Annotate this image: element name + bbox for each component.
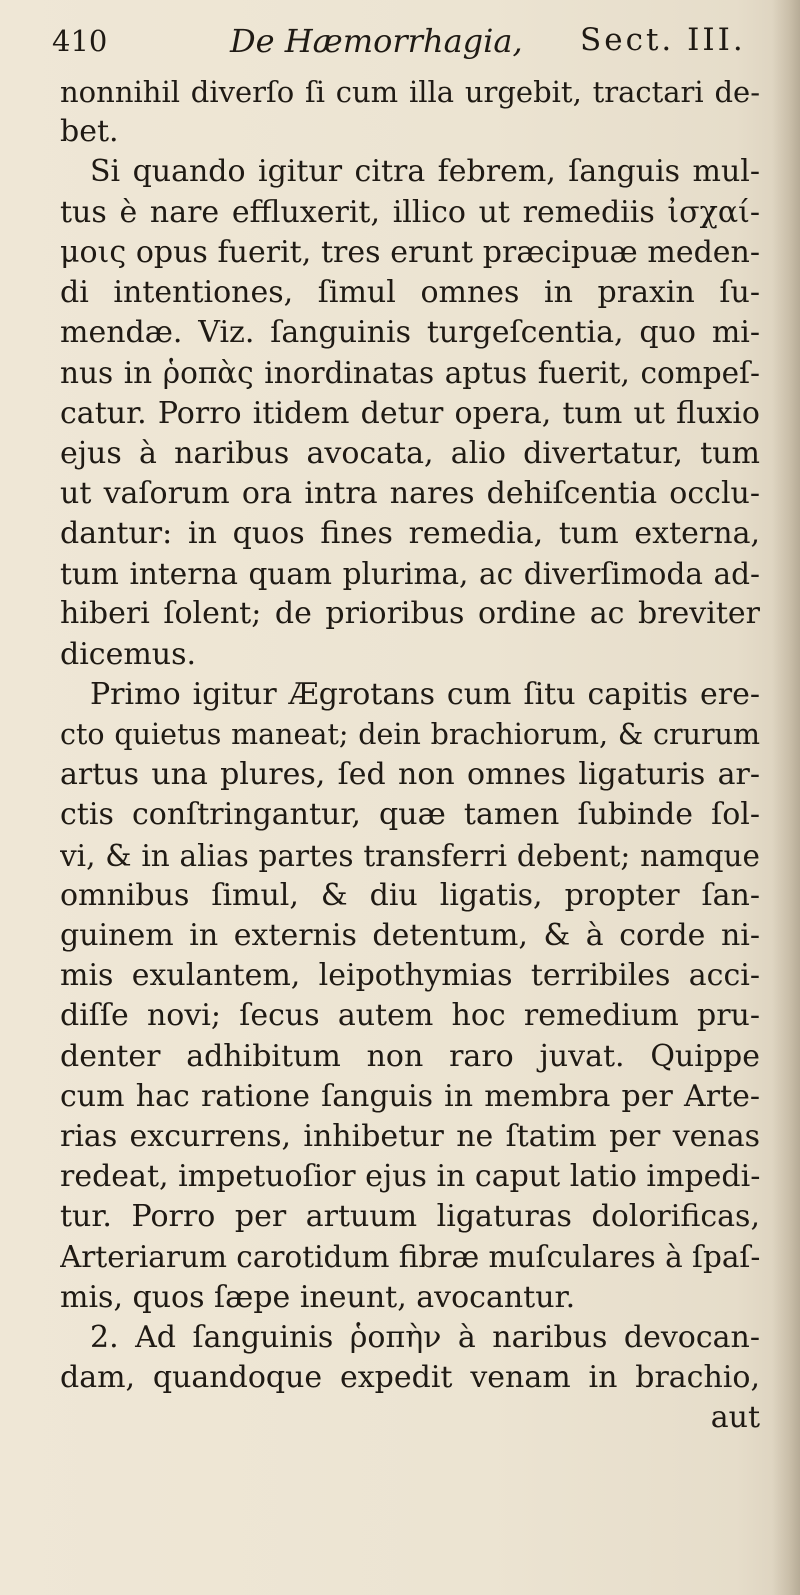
text-line: vi, & in alias partes transferri debent; namque: [60, 838, 760, 873]
text-line: artus una plures, ſed non omnes ligaturis ar-: [60, 757, 760, 793]
text-line: mis, quos ſæpe ineunt, avocantur.: [60, 1279, 576, 1315]
catchword: aut: [710, 1400, 760, 1436]
running-title: De Hæmorrhagia,: [230, 22, 523, 60]
running-head: [52, 14, 772, 66]
text-line: rias excurrens, inhibetur ne ſtatim per venas: [60, 1118, 760, 1154]
text-line: bet.: [60, 114, 119, 150]
text-line: ejus à naribus avocata, alio divertatur, tum: [60, 435, 760, 471]
text-line: di intentiones, ſimul omnes in praxin ſu-: [60, 274, 760, 310]
text-line: cto quietus maneat; dein brachiorum, & crurum: [60, 718, 760, 751]
text-line: hiberi ſolent; de prioribus ordine ac breviter: [60, 596, 760, 632]
text-line: catur. Porro itidem detur opera, tum ut fluxio: [60, 395, 760, 431]
page-number: 410: [52, 24, 108, 58]
text-line: tum interna quam plurima, ac diverſimoda ad-: [60, 557, 760, 592]
text-line: Arteriarum carotidum fibræ muſculares à ſpaſ-: [60, 1240, 760, 1275]
text-line: tus è nare effluxerit, illico ut remediis ἰσχαί-: [60, 194, 760, 230]
body-text: [60, 72, 760, 1438]
text-line: denter adhibitum non raro juvat. Quippe: [60, 1038, 760, 1074]
text-line: dam, quandoque expedit venam in brachio,: [60, 1360, 760, 1395]
text-line: omnibus ſimul, & diu ligatis, propter ſan-: [60, 877, 760, 913]
text-line: mis exulantem, leipothymias terribiles acci-: [60, 958, 760, 994]
text-line: ctis conſtringantur, quæ tamen ſubinde ſol-: [60, 797, 760, 833]
text-line: dantur: in quos fines remedia, tum externa,: [60, 516, 760, 552]
text-line: tur. Porro per artuum ligaturas dolorificas,: [60, 1199, 760, 1235]
text-line: guinem in externis detentum, & à corde ni-: [60, 917, 760, 953]
text-line: cum hac ratione ſanguis in membra per Arte-: [60, 1078, 760, 1114]
text-line: ut vaſorum ora intra nares dehiſcentia occlu-: [60, 475, 760, 511]
text-line: mendæ. Viz. ſanguinis turgeſcentia, quo mi-: [60, 315, 760, 351]
text-line: nus in ῥοπὰς inordinatas aptus fuerit, compeſ-: [60, 356, 760, 391]
text-line: dicemus.: [60, 636, 197, 672]
text-line: diſſe novi; ſecus autem hoc remedium pru-: [60, 998, 760, 1034]
section-reference: Sect. III.: [580, 22, 746, 58]
text-line: Primo igitur Ægrotans cum ſitu capitis ere-: [90, 676, 760, 712]
text-line: nonnihil diverſo ſi cum illa urgebit, tractari de-: [60, 75, 760, 109]
text-line: redeat, impetuoſior ejus in caput latio impedi-: [60, 1159, 760, 1195]
text-line: μοις opus fuerit, tres erunt præcipuæ meden-: [60, 234, 760, 270]
text-line: 2. Ad ſanguinis ῥοπὴν à naribus devocan-: [90, 1319, 760, 1355]
page-edge-shadow: [772, 0, 800, 1595]
text-line: Si quando igitur citra febrem, ſanguis mul-: [90, 154, 760, 190]
